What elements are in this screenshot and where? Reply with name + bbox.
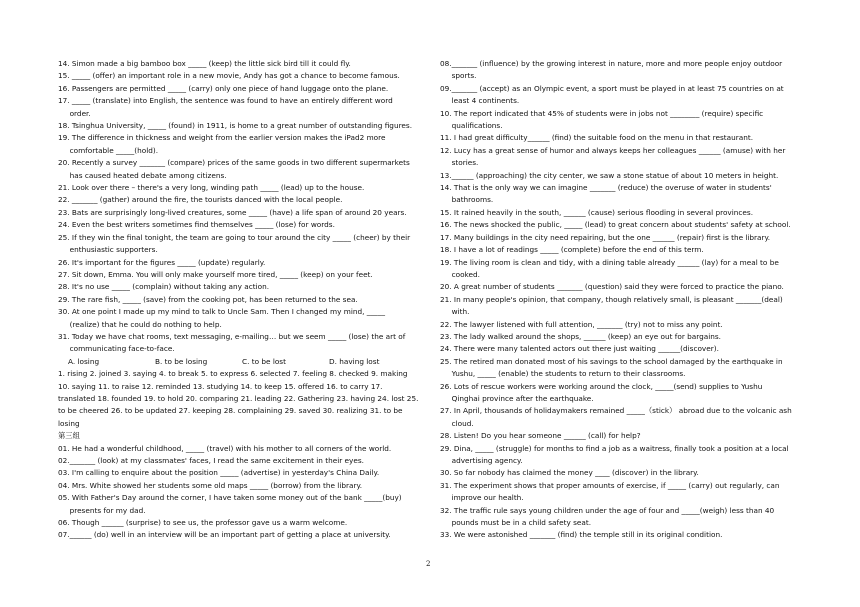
exercise-line: to be cheered 26. to be updated 27. keeping 28. complaining 29. saved 30. realizing 31. to be: [58, 406, 403, 416]
exercise-line: 27. In April, thousands of holidaymakers remained _____（stick） abroad due to the volcanic ash: [440, 406, 792, 416]
exercise-line: 20. Recently a survey _______ (compare) prices of the same goods in two different supermarkets: [58, 158, 410, 168]
exercise-line: 32. The traffic rule says young children under the age of four and _____(weigh) less than 40: [440, 505, 775, 515]
option-b: B. to be losing: [155, 356, 208, 366]
page-number: 2: [426, 560, 431, 568]
exercise-line: qualifications.: [440, 121, 503, 131]
exercise-line: 12. Lucy has a great sense of humor and always keeps her colleagues ______ (amuse) with her: [440, 145, 786, 155]
exercise-line: communicating face-to-face.: [58, 344, 175, 354]
answer-key-and-group-three: [58, 368, 418, 542]
exercise-line: 24. Even the best writers sometimes find themselves _____ (lose) for words.: [58, 220, 335, 230]
exercise-line: translated 18. founded 19. to hold 20. comparing 21. leading 22. Gathering 23. having 24. lost 25.: [58, 393, 418, 403]
exercise-line: 23. Bats are surprisingly long-lived creatures, some _____ (have) a life span of around 20 years.: [58, 207, 407, 217]
exercise-line: enthusiastic supporters.: [58, 245, 158, 255]
exercise-line: 10. The report indicated that 45% of students were in jobs not ________ (require) specific: [440, 108, 764, 118]
exercise-line: 26. Lots of rescue workers were working around the clock, _____(send) supplies to Yushu: [440, 381, 763, 391]
left-column: [58, 58, 418, 542]
exercise-line: 30. At one point I made up my mind to talk to Uncle Sam. Then I changed my mind, _____: [58, 307, 385, 317]
exercise-line: 09._______ (accept) as an Olympic event, a sport must be played in at least 75 countries on at: [440, 83, 784, 93]
exercise-line: 17. _____ (translate) into English, the sentence was found to have an entirely different word: [58, 96, 393, 106]
exercise-line: 第三组: [58, 431, 80, 441]
exercise-line: 04. Mrs. White showed her students some old maps _____ (borrow) from the library.: [58, 480, 363, 490]
exercise-line: 22. _______ (gather) around the fire, the tourists danced with the local people.: [58, 195, 343, 205]
exercise-line: 1. rising 2. joined 3. saying 4. to break 5. to express 6. selected 7. feeling 8. checked 9. making: [58, 369, 408, 379]
exercise-line: 11. I had great difficulty______ (find) the suitable food on the menu in that restaurant.: [440, 133, 754, 143]
exercise-line: 31. Today we have chat rooms, text messaging, e-mailing… but we seem _____ (lose) the art of: [58, 331, 406, 341]
exercise-line: 28. It's no use _____ (complain) without taking any action.: [58, 282, 270, 292]
exercise-line: 13.______ (approaching) the city center, we saw a stone statue of about 10 meters in height.: [440, 170, 779, 180]
exercise-line: sports.: [440, 71, 477, 81]
exercise-line: cloud.: [440, 418, 474, 428]
exercise-list-group-two: [58, 58, 418, 356]
exercise-line: (realize) that he could do nothing to help.: [58, 319, 222, 329]
exercise-line: has caused heated debate among citizens.: [58, 170, 227, 180]
exercise-line: 26. It's important for the figures _____ (update) regularly.: [58, 257, 266, 267]
exercise-line: 30. So far nobody has claimed the money ____ (discover) in the library.: [440, 468, 699, 478]
exercise-line: 20. A great number of students _______ (question) said they were forced to practice the piano.: [440, 282, 784, 292]
answer-options: [58, 356, 418, 368]
exercise-line: 29. Dina, _____ (struggle) for months to find a job as a waitress, finally took a position at a local: [440, 443, 789, 453]
exercise-line: 10. saying 11. to raise 12. reminded 13. studying 14. to keep 15. offered 16. to carry 17.: [58, 381, 383, 391]
exercise-line: comfortable _____(hold).: [58, 145, 159, 155]
exercise-line: 28. Listen! Do you hear someone ______ (call) for help?: [440, 431, 641, 441]
exercise-line: 03. I'm calling to enquire about the position _____ (advertise) in yesterday's China Daily.: [58, 468, 380, 478]
exercise-line: improve our health.: [440, 493, 524, 503]
exercise-line: 08._______ (influence) by the growing interest in nature, more and more people enjoy outdoor: [440, 59, 783, 68]
exercise-line: 16. Passengers are permitted _____ (carry) only one piece of hand luggage onto the plane.: [58, 83, 389, 93]
exercise-line: 02._______ (look) at my classmates' faces, I read the same excitement in their eyes.: [58, 456, 364, 465]
exercise-line: 21. Look over there – there's a very long, winding path _____ (lead) up to the house.: [58, 183, 365, 193]
exercise-list-group-three-continued: [440, 58, 804, 542]
exercise-line: 01. He had a wonderful childhood, _____ (travel) with his mother to all corners of the world.: [58, 443, 392, 453]
exercise-line: 25. The retired man donated most of his savings to the school damaged by the earthquake in: [440, 356, 783, 366]
exercise-line: 15. It rained heavily in the south, ______ (cause) serious flooding in several provinces.: [440, 207, 754, 217]
exercise-line: 05. With Father's Day around the corner, I have taken some money out of the bank _____(buy): [58, 493, 402, 503]
exercise-line: cooked.: [440, 269, 480, 279]
exercise-line: 21. In many people's opinion, that company, though relatively small, is pleasant _______(deal): [440, 294, 783, 304]
exercise-line: 16. The news shocked the public, _____ (lead) to great concern about students' safety at school.: [440, 220, 791, 230]
exercise-line: 19. The living room is clean and tidy, with a dining table already ______ (lay) for a meal to be: [440, 257, 779, 267]
exercise-line: 18. Tsinghua University, _____ (found) in 1911, is home to a great number of outstanding figures.: [58, 121, 413, 131]
exercise-line: 17. Many buildings in the city need repairing, but the one ______ (repair) first is the library.: [440, 232, 771, 242]
exercise-line: least 4 continents.: [440, 96, 520, 106]
exercise-line: bathrooms.: [440, 195, 494, 205]
exercise-line: with.: [440, 307, 470, 317]
exercise-line: 07.______ (do) well in an interview will be an important part of getting a place at university.: [58, 530, 391, 540]
exercise-line: Qinghai province after the earthquake.: [440, 393, 594, 403]
exercise-line: 18. I have a lot of readings _____ (complete) before the end of this term.: [440, 245, 704, 255]
exercise-line: 27. Sit down, Emma. You will only make yourself more tired, _____ (keep) on your feet.: [58, 269, 373, 279]
exercise-line: 29. The rare fish, _____ (save) from the cooking pot, has been returned to the sea.: [58, 294, 358, 304]
exercise-line: advertising agency.: [440, 456, 523, 465]
right-column: [440, 58, 804, 542]
exercise-line: presents for my dad.: [58, 505, 146, 515]
exercise-line: losing: [58, 418, 80, 428]
exercise-line: Yushu, _____ (enable) the students to return to their classrooms.: [440, 369, 686, 379]
exercise-line: 15. _____ (offer) an important role in a new movie, Andy has got a chance to become famous.: [58, 71, 400, 81]
exercise-line: order.: [58, 108, 91, 118]
exercise-line: 14. That is the only way we can imagine _______ (reduce) the overuse of water in students': [440, 183, 772, 193]
option-c: C. to be lost: [242, 356, 286, 366]
exercise-line: stories.: [440, 158, 479, 168]
exercise-line: 31. The experiment shows that proper amounts of exercise, if _____ (carry) out regularly, can: [440, 480, 780, 490]
exercise-line: 24. There were many talented actors out there just waiting ______(discover).: [440, 344, 719, 354]
exercise-line: 25. If they win the final tonight, the team are going to tour around the city _____ (cheer) by their: [58, 232, 411, 242]
option-a: A. losing: [68, 356, 100, 366]
exercise-line: 33. We were astonished _______ (find) the temple still in its original condition.: [440, 530, 723, 540]
exercise-line: 22. The lawyer listened with full attention, _______ (try) not to miss any point.: [440, 319, 723, 329]
exercise-line: 14. Simon made a big bamboo box _____ (keep) the little sick bird till it could fly.: [58, 59, 351, 68]
exercise-line: 23. The lady walked around the shops, ______ (keep) an eye out for bargains.: [440, 331, 721, 341]
exercise-line: pounds must be in a child safety seat.: [440, 518, 592, 528]
option-d: D. having lost: [329, 356, 380, 366]
exercise-line: 06. Though ______ (surprise) to see us, the professor gave us a warm welcome.: [58, 518, 348, 528]
exercise-line: 19. The difference in thickness and weight from the earlier version makes the iPad2 more: [58, 133, 386, 143]
